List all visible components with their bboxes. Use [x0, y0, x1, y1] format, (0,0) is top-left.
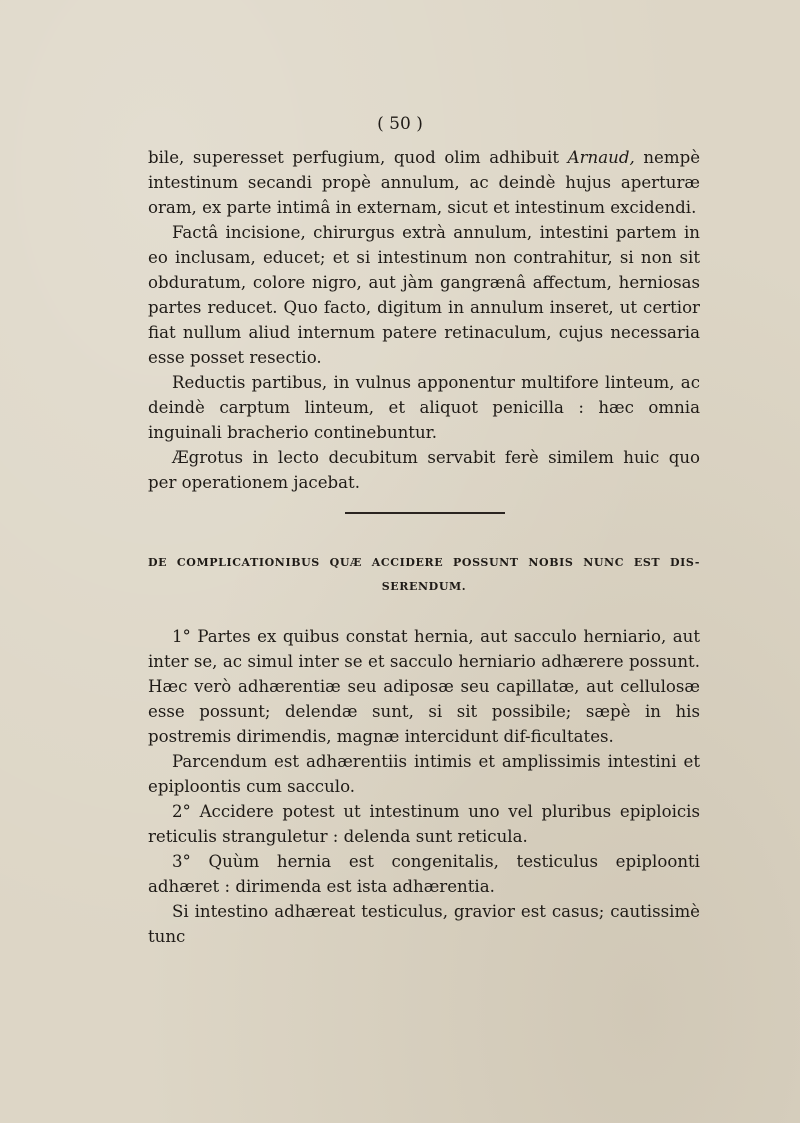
paragraph-continuation	[148, 145, 700, 220]
paragraph: Parcendum est adhærentiis intimis et amplissimis intestini et epiploontis cum sacculo.	[148, 752, 700, 796]
paragraph: Ægrotus in lecto decubitum servabit ferè similem huic quo per operationem jacebat.	[148, 448, 700, 492]
heading-line-2: SERENDUM.	[381, 580, 467, 593]
page-number: ( 50 )	[377, 114, 423, 134]
section-heading	[148, 551, 700, 599]
paragraph: 3° Quùm hernia est congenitalis, testiculus epiploonti adhæret : dirimenda est ista adhærentia.	[148, 852, 700, 896]
paragraph: 1° Partes ex quibus constat hernia, aut sacculo herniario, aut inter se, ac simul inter se et sacculo herniario adhærere possunt. Hæc verò adhærentiæ seu adiposæ seu capillatæ, aut cellulosæ esse possunt; delendæ sunt, si sit possibile; sæpè in his postremis dirimendis, magnæ intercidunt dif-ficultates.	[148, 627, 700, 746]
text-run: bile, superesset perfugium, quod olim adhibuit	[148, 148, 560, 167]
author-name: Arnaud,	[567, 148, 635, 167]
body-text-bottom	[148, 624, 700, 949]
body-text-top	[148, 145, 700, 495]
text-run: nempè intestinum secandi propè annulum, ac deindè hujus aperturæ oram, ex parte intimâ in externam, sicut et intestinum excidendi.	[148, 148, 701, 217]
paragraph: Factâ incisione, chirurgus extrà annulum, intestini partem in eo inclusam, educet; et si intestinum non contrahitur, si non sit obduratum, colore nigro, aut jàm gangrænâ affectum, herniosas partes reducet. Quo facto, digitum in annulum inseret, ut certior fiat nullum aliud internum patere retinaculum, cujus necessaria esse posset resectio.	[148, 223, 700, 367]
paragraph: Si intestino adhæreat testiculus, gravior est casus; cautissimè tunc	[148, 902, 700, 946]
paragraph: Reductis partibus, in vulnus apponentur multifore linteum, ac deindè carptum linteum, et aliquot penicilla : hæc omnia inguinali bracherio continebuntur.	[148, 373, 700, 442]
heading-line-1: DE COMPLICATIONIBUS QUÆ ACCIDERE POSSUNT NOBIS NUNC EST DIS-	[148, 556, 700, 569]
paragraph: 2° Accidere potest ut intestinum uno vel pluribus epiploicis reticulis stranguletur : delenda sunt reticula.	[148, 802, 700, 846]
section-divider	[345, 512, 505, 514]
